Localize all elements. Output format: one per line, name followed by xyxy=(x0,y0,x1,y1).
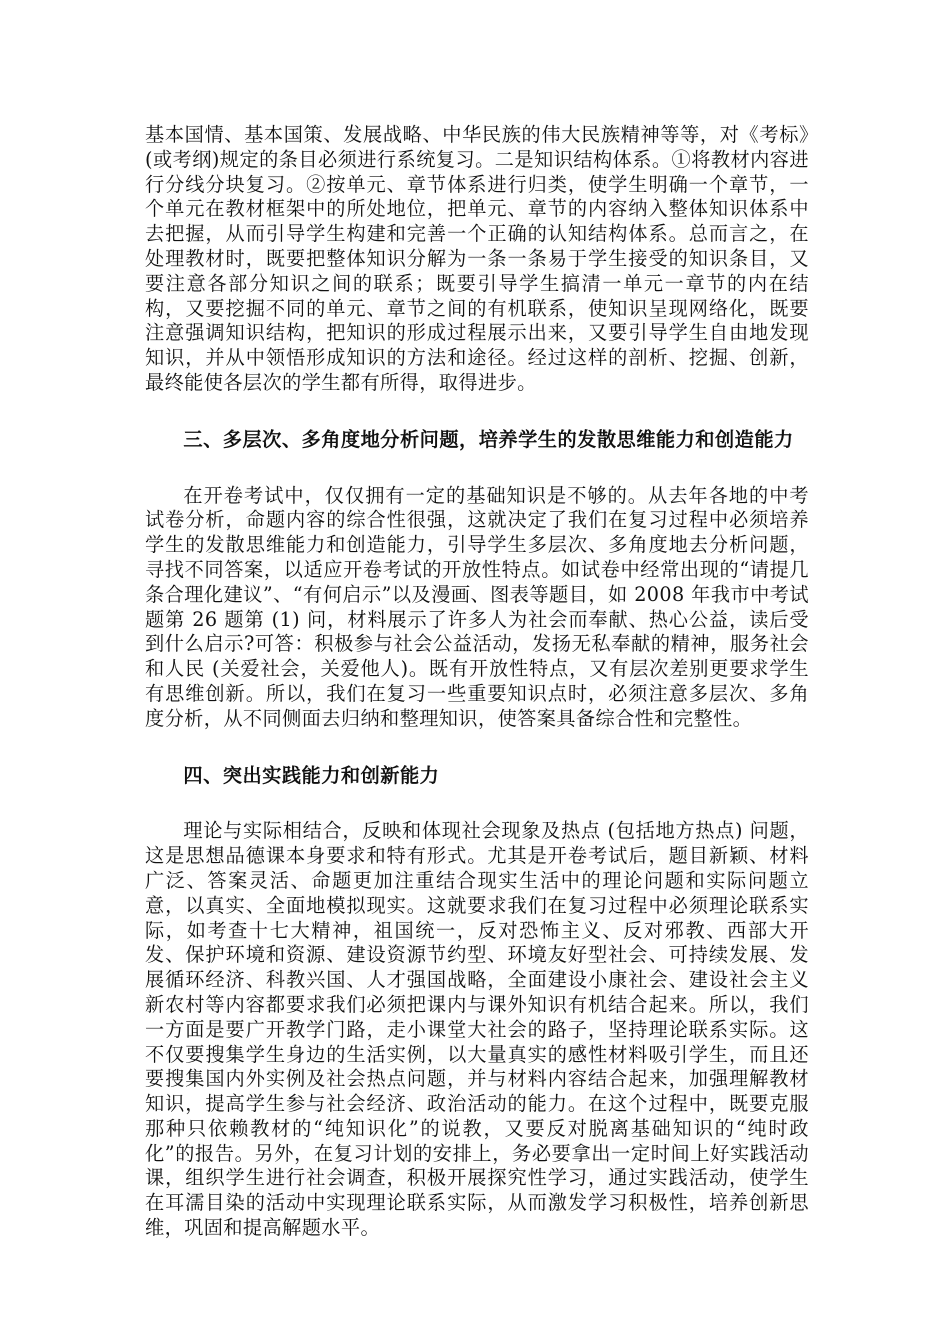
spacer xyxy=(145,788,809,819)
spacer xyxy=(145,453,809,484)
spacer xyxy=(145,732,809,764)
paragraph-knowledge-structure: 基本国情、基本国策、发展战略、中华民族的伟大民族精神等等，对《考标》(或考纲)规定的条目必须进行系统复习。二是知识结构体系。①将教材内容进行分线分块复习。②按单元、章节体系进行归类，使学生明确一个章节，一个单元在教材框架中的所处地位，把单元、章节的内容纳入整体知识体系中去把握，从而引导学生构建和完善一个正确的认知结构体系。总而言之，在处理教材时，既要把整体知识分解为一条一条易于学生接受的知识条目，又要注意各部分知识之间的联系；既要引导学生搞清一单元一章节的内在结构，又要挖掘不同的单元、章节之间的有机联系，使知识呈现网络化，既要注意强调知识结构，把知识的形成过程展示出来，又要引导学生自由地发现知识，并从中领悟形成知识的方法和途径。经过这样的剖析、挖掘、创新，最终能使各层次的学生都有所得，取得进步。 xyxy=(145,123,809,394)
section-heading-3: 三、多层次、多角度地分析问题，培养学生的发散思维能力和创造能力 xyxy=(183,427,794,451)
paragraph-practice-innovation: 理论与实际相结合，反映和体现社会现象及热点 (包括地方热点) 问题，这是思想品德课本身要求和特有形式。尤其是开卷考试后，题目新颖、材料广泛、答案灵活、命题更加注重结合现实生活中的理论问题和实际问题立意，以真实、全面地模拟现实。这就要求我们在复习过程中必须理论联系实际，如考查十七大精神，祖国统一，反对恐怖主义、反对邪教、西部大开发、保护环境和资源、建设资源节约型、环境友好型社会、可持续发展、发展循环经济、科教兴国、人才强国战略，全面建设小康社会、建设社会主义新农村等内容都要求我们必须把课内与课外知识有机结合起来。所以，我们一方面是要广开教学门路，走小课堂大社会的路子，坚持理论联系实际。这不仅要搜集学生身边的生活实例，以大量真实的感性材料吸引学生，而且还要搜集国内外实例及社会热点问题，并与材料内容结合起来，加强理解教材知识，提高学生参与社会经济、政治活动的能力。在这个过程中，既要克服那种只依赖教材的“纯知识化”的说教，又要反对脱离基础知识的“纯时政化”的报告。另外，在复习计划的安排上，务必要拿出一定时间上好实践活动课，组织学生进行社会调查，积极开展探究性学习，通过实践活动，使学生在耳濡目染的活动中实现理论联系实际，从而激发学习积极性，培养创新思维，巩固和提高解题水平。 xyxy=(145,819,809,1240)
spacer xyxy=(145,396,809,428)
section-heading-4: 四、突出实践能力和创新能力 xyxy=(183,763,440,787)
document-page xyxy=(145,123,809,1241)
paragraph-divergent-thinking: 在开卷考试中，仅仅拥有一定的基础知识是不够的。从去年各地的中考试卷分析，命题内容的综合性很强，这就决定了我们在复习过程中必须培养学生的发散思维能力和创造能力，引导学生多层次、多角度地去分析问题，寻找不同答案，以适应开卷考试的开放性特点。如试卷中经常出现的“请提几条合理化建议”、“有何启示”以及漫画、图表等题目，如 2008 年我市中考试题第 26 题第 (1) 问，材料展示了许多人为社会而奉献、热心公益，读后受到什么启示?可答：积极参与社会公益活动，发扬无私奉献的精神，服务社会和人民 (关爱社会，关爱他人)。既有开放性特点，又有层次差别更要求学生有思维创新。所以，我们在复习一些重要知识点时，必须注意多层次、多角度分析，从不同侧面去归纳和整理知识，使答案具备综合性和完整性。 xyxy=(145,483,809,730)
